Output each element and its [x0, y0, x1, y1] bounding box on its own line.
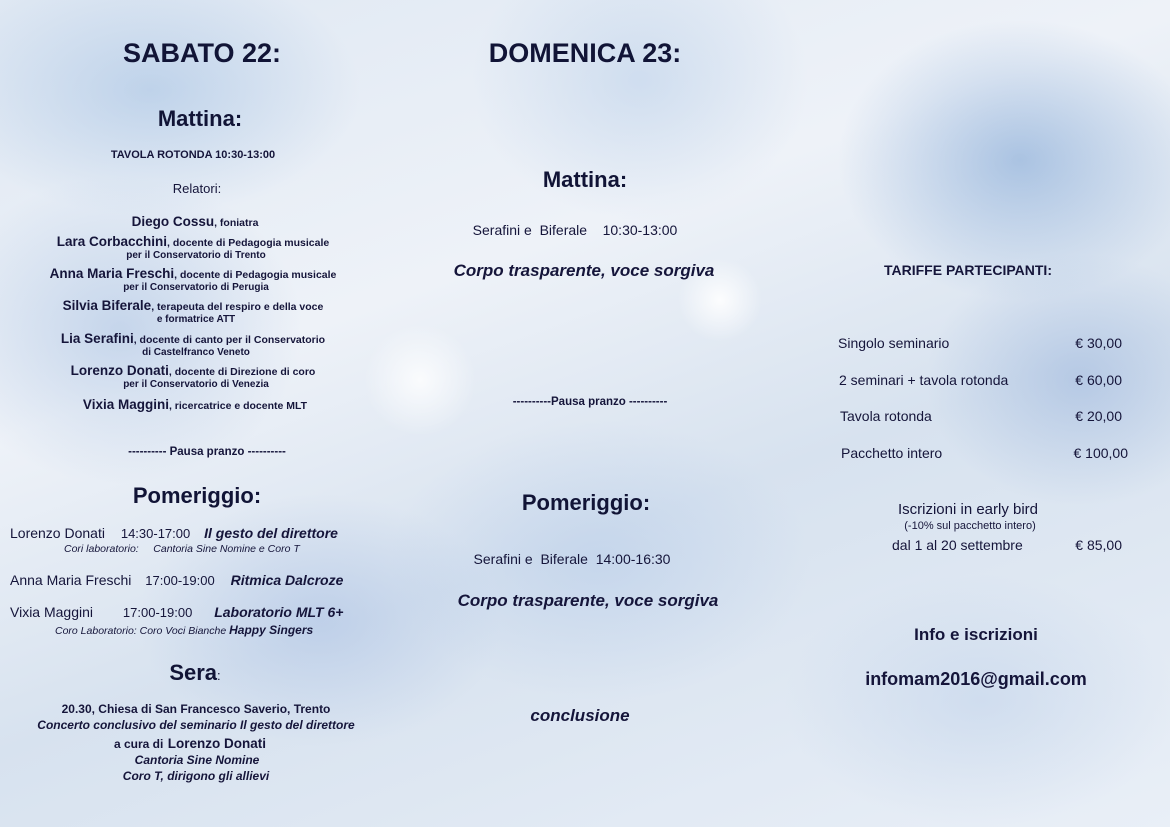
domenica-pomeriggio-title: Pomeriggio:: [521, 490, 651, 515]
domenica-pom-sub: Corpo trasparente, voce sorgiva: [457, 591, 719, 610]
domenica-mattina-sub: Corpo trasparente, voce sorgiva: [453, 261, 715, 280]
pom-what: Ritmica Dalcroze: [230, 572, 344, 588]
domenica-pom-line: Serafini e Biferale 14:00-16:30: [473, 551, 671, 567]
pom-time: 17:00-19:00: [122, 605, 193, 620]
relatore-name: Anna Maria Freschi: [49, 266, 175, 281]
tariffa-price: € 100,00: [1073, 445, 1128, 461]
pom-note-bold: Happy Singers: [229, 623, 314, 637]
sabato-pausa-pranzo: ---------- Pausa pranzo ----------: [128, 446, 286, 458]
relatore-corbacchini: [57, 233, 330, 251]
sera-line-2: Concerto conclusivo del seminario Il gesto del direttore: [37, 718, 355, 732]
relatore-name: Lara Corbacchini: [56, 234, 168, 249]
relatore-role: , terapeuta del respiro e della voce: [151, 301, 324, 313]
pom-who: Lorenzo Donati: [10, 525, 105, 541]
sera-title: Sera: [169, 660, 218, 685]
sera-line-4: Cantoria Sine Nomine: [134, 753, 260, 767]
tavola-rotonda-line: TAVOLA ROTONDA 10:30-13:00: [110, 149, 276, 161]
relatore-donati: [71, 362, 316, 380]
sera-acura: a cura di: [113, 737, 164, 751]
sera-donati: Lorenzo Donati: [167, 736, 267, 751]
pom-what: Laboratorio MLT 6+: [214, 604, 344, 620]
sera-title-wrap: [169, 660, 220, 686]
tariffa-price: € 30,00: [1075, 335, 1122, 351]
info-title: Info e iscrizioni: [914, 625, 1038, 644]
relatore-name: Lorenzo Donati: [70, 363, 169, 378]
pom-row-maggini: [10, 604, 343, 620]
relatore-donati-role2: per il Conservatorio di Venezia: [123, 379, 269, 390]
pom-note-maggini: [55, 623, 313, 637]
tariffe-title: TARIFFE PARTECIPANTI:: [884, 262, 1052, 278]
relatore-name: Vixia Maggini: [82, 397, 169, 412]
pom-what: Il gesto del direttore: [204, 525, 338, 541]
early-note: (-10% sul pacchetto intero): [904, 520, 1036, 532]
pom-who: Anna Maria Freschi: [10, 572, 132, 588]
pom-time: 17:00-19:00: [145, 573, 215, 588]
relatore-role: , docente di canto per il Conservatorio: [133, 334, 326, 346]
sabato-mattina-title: Mattina:: [157, 106, 243, 131]
sabato-title: SABATO 22:: [122, 38, 282, 68]
tariffa-label: Tavola rotonda: [840, 408, 932, 424]
relatore-cossu: [132, 213, 259, 231]
relatore-biferale: [63, 297, 324, 315]
relatore-name: Silvia Biferale: [62, 298, 152, 313]
pom-note-donati: Cori laboratorio: Cantoria Sine Nomine e Coro T: [64, 543, 300, 555]
tariffa-label: Pacchetto intero: [841, 445, 943, 461]
relatore-biferale-role2: e formatrice ATT: [156, 314, 236, 325]
sera-line-5: Coro T, dirigono gli allievi: [122, 769, 270, 783]
tariffa-price: € 60,00: [1075, 372, 1122, 388]
domenica-mattina-title: Mattina:: [542, 167, 628, 192]
pom-note-text: Coro Laboratorio: Coro Voci Bianche: [55, 625, 227, 637]
relatore-serafini-role2: di Castelfranco Veneto: [142, 347, 250, 358]
tariffa-price: € 20,00: [1075, 408, 1122, 424]
sera-line-3: [114, 735, 266, 753]
relatore-serafini: [61, 330, 325, 348]
tariffa-label: Singolo seminario: [838, 335, 950, 351]
relatore-freschi-role2: per il Conservatorio di Perugia: [123, 282, 269, 293]
relatore-role: , docente di Direzione di coro: [168, 366, 316, 378]
relatore-role: , foniatra: [214, 217, 259, 229]
pom-who: Vixia Maggini: [10, 604, 94, 620]
tariffa-label: 2 seminari + tavola rotonda: [839, 372, 1009, 388]
pom-row-freschi: [10, 572, 343, 588]
early-dates: dal 1 al 20 settembre: [892, 537, 1023, 553]
domenica-title: DOMENICA 23:: [488, 38, 682, 68]
sabato-pomeriggio-title: Pomeriggio:: [132, 483, 262, 508]
relatore-role: , docente di Pedagogia musicale: [167, 237, 330, 249]
relatore-role: , ricercatrice e docente MLT: [168, 400, 308, 412]
early-price: € 85,00: [1075, 537, 1122, 553]
relatore-name: Lia Serafini: [60, 331, 134, 346]
relatore-name: Diego Cossu: [131, 214, 215, 229]
sera-colon: :: [217, 668, 221, 683]
relatore-corbacchini-role2: per il Conservatorio di Trento: [126, 250, 266, 261]
pom-row-donati: [10, 525, 338, 541]
domenica-mattina-line: Serafini e Biferale 10:30-13:00: [472, 222, 678, 238]
domenica-conclusione: conclusione: [530, 706, 630, 725]
sera-line-1: 20.30, Chiesa di San Francesco Saverio, Trento: [61, 702, 331, 716]
info-email[interactable]: infomam2016@gmail.com: [865, 669, 1087, 689]
relatori-label: Relatori:: [172, 181, 222, 196]
pom-time: 14:30-17:00: [120, 526, 191, 541]
early-title: Iscrizioni in early bird: [897, 501, 1039, 518]
relatore-maggini: [83, 396, 307, 414]
relatore-freschi: [50, 265, 337, 283]
relatore-role: , docente di Pedagogia musicale: [174, 269, 337, 281]
domenica-pausa-pranzo: ----------Pausa pranzo ----------: [512, 396, 668, 408]
